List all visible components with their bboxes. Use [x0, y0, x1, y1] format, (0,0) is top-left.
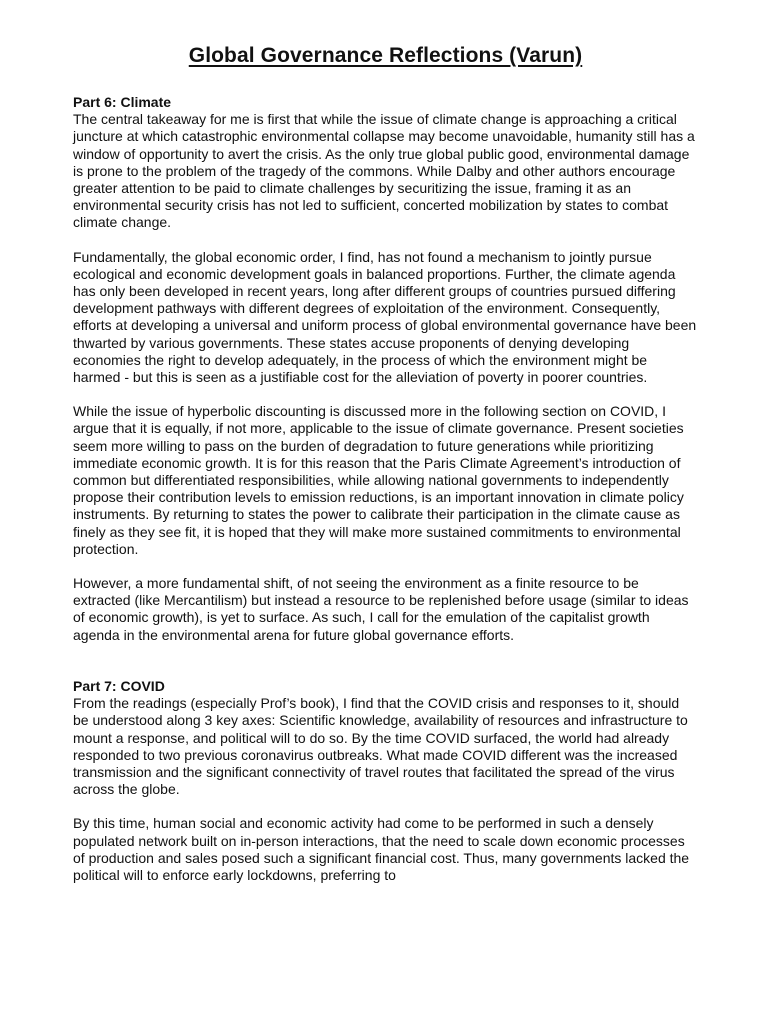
- climate-paragraph-3: While the issue of hyperbolic discounting is discussed more in the following section on COVID, I argue that it is equally, if not more, applicable to the issue of climate governance. Present societies seem more willing to pass on the burden of degradation to future generations while prioritizing immediate economic growth. It is for this reason that the Paris Climate Agreement’s introduction of common but differentiated responsibilities, while allowing national governments to independently propose their contribution levels to emission reductions, is an important innovation in climate policy instruments. By returning to states the power to calibrate their participation in the climate cause as finely as they see fit, it is hoped that they will make more sustained commitments to environmental protection.: [73, 403, 684, 557]
- section-climate: [73, 94, 698, 644]
- document-title: Global Governance Reflections (Varun): [188, 44, 583, 67]
- climate-paragraph-4: However, a more fundamental shift, of not seeing the environment as a finite resource to be extracted (like Mercantilism) but instead a resource to be replenished before usage (similar to ideas of economic growth), is yet to surface. As such, I call for the emulation of the capitalist growth agenda in the environmental arena for future global governance efforts.: [73, 575, 689, 643]
- climate-paragraph-2: Fundamentally, the global economic order, I find, has not found a mechanism to jointly pursue ecological and economic development goals in balanced proportions. Further, the climate agenda has only been developed in recent years, long after different groups of countries pursued differing development pathways with different degrees of exploitation of the environment. Consequently, efforts at developing a universal and uniform process of global environmental governance have been thwarted by various governments. These states accuse proponents of denying developing economies the right to develop adequately, in the process of which the environment might be harmed - but this is seen as a justifiable cost for the alleviation of poverty in poorer countries.: [73, 248, 697, 386]
- covid-paragraph-2: By this time, human social and economic activity had come to be performed in such a densely populated network built on in-person interactions, that the need to scale down economic processes of production and sales posed such a significant financial cost. Thus, many governments lacked the political will to enforce early lockdowns, preferring to: [73, 815, 690, 883]
- section-spacer: [73, 661, 698, 678]
- section-covid: [73, 678, 698, 884]
- covid-paragraph-1: From the readings (especially Prof’s book), I find that the COVID crisis and responses to it, should be understood along 3 key axes: Scientific knowledge, availability of resources and infrastructure to mount a response, and political will to do so. By the time COVID surfaced, the world had already responded to two previous coronavirus outbreaks. What made COVID different was the increased transmission and the significant connectivity of travel routes that facilitated the spread of the virus across the globe.: [73, 695, 688, 798]
- section-heading-climate: Part 6: Climate: [73, 94, 172, 110]
- section-heading-covid: Part 7: COVID: [73, 677, 165, 694]
- climate-paragraph-1: The central takeaway for me is first that while the issue of climate change is approaching a critical juncture at which catastrophic environmental collapse may become unavoidable, humanity still has a window of opportunity to avert the crisis. As the only true global public good, environmental damage is prone to the problem of the tragedy of the commons. While Dalby and other authors encourage greater attention to be paid to climate challenges by securitizing the issue, framing it as an environmental security crisis has not led to sufficient, concerted mobilization by states to combat climate change.: [73, 111, 695, 231]
